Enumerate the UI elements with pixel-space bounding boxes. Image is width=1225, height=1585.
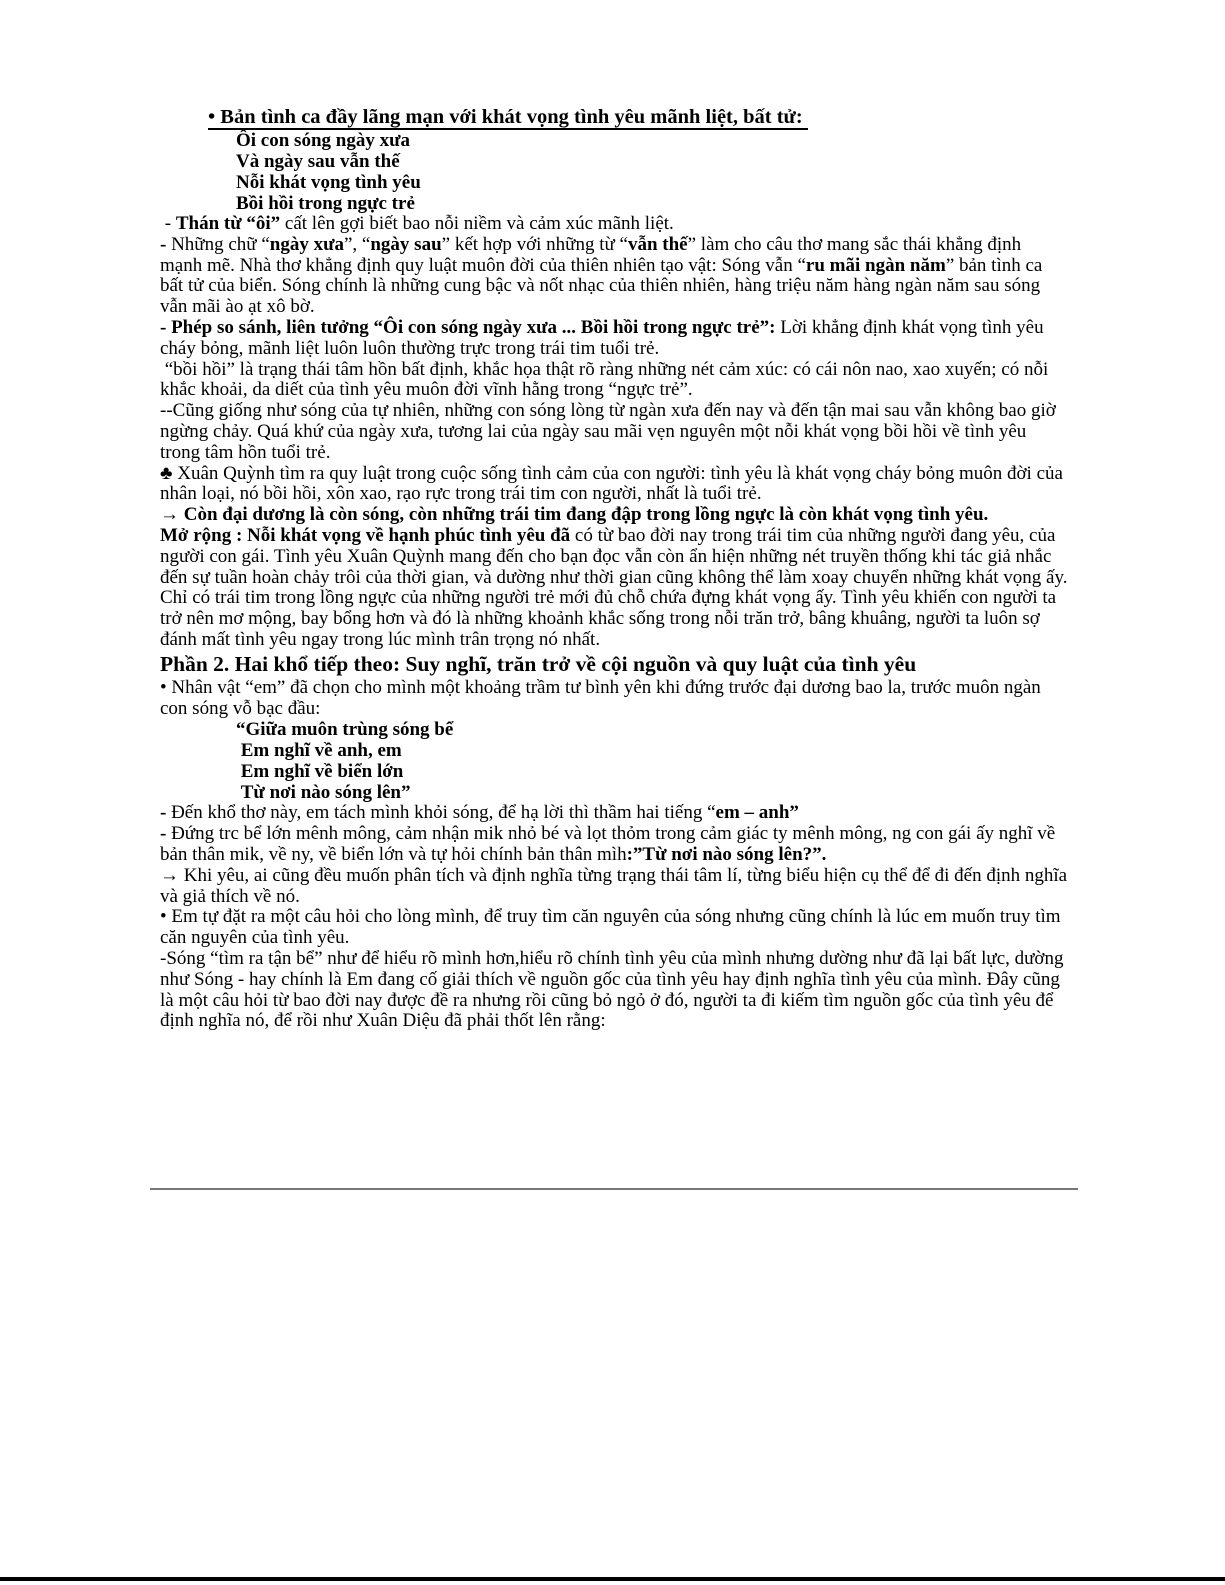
section-heading (160, 104, 1068, 130)
paragraph (160, 949, 1068, 1032)
text-run: → Khi yêu, ai cũng đều muốn phân tích và định nghĩa từng trạng thái tâm lí, từng biểu hiện cụ thể để đi đến định nghĩa và giả thích về nó. (160, 864, 1072, 907)
text-run: ” làm cho câu thơ mang sắc thái khẳng định mạnh mẽ. Nhà thơ khẳng định quy luật muôn đời của thiên nhiên tạo vật: Sóng vẫn “ (160, 233, 1026, 276)
text-run: - (160, 823, 172, 845)
paragraph (160, 524, 1073, 651)
text-run: ” bản tình ca bất tử của biển. Sóng chính là những cung bậc và nốt nhạc của thiên nhiên, hàng triệu năm hàng ngàn năm sau sóng vẫn mãi ào ạt xô bờ. (160, 254, 1048, 318)
poem-block (160, 719, 1068, 803)
text-run: có từ bao đời nay trong trái tim của những người đang yêu, của người con gái. Tình yêu Xuân Quỳnh mang đến cho bạn đọc vẫn còn ẩn hiện những nét truyền thống khi tác giả nhắc đến sự tuần hoàn chảy trôi của thời gian, và dường như thời gian cũng không thể làm xoay chuyển những khát vọng ấy. Chỉ có trái tim trong lồng ngực của những người trẻ mới đủ chỗ chứa đựng khát vọng ấy. Tình yêu khiến con người ta trở nên mơ mộng, bay bổng hơn và đó là những khoảnh khắc sống trong nỗi trăn trở, bâng khuâng, người ta luôn sợ đánh mất tình yêu ngay trong lúc mình trân trọng nó nhất. (160, 524, 1073, 650)
poem-block (160, 130, 1068, 214)
text-run: -Sóng “tìm ra tận bể” như để hiểu rõ mình hơn,hiểu rõ chính tình yêu của mình nhưng dường như đã lại bất lực, dường như Sóng - hay chính là Em đang cố giải thích về nguồn gốc của tình yêu hay định nghĩa tình yêu của mình. Đây cũng là một câu hỏi từ bao đời nay được đề ra nhưng rồi cũng bỏ ngỏ ở đó, người ta đi kiếm tìm nguồn gốc của tình yêu để định nghĩa nó, để rồi như Xuân Diệu đã phải thốt lên rằng: (160, 947, 1069, 1032)
text-run: Đến khổ thơ này, em tách mình khỏi sóng, để hạ lời thì thầm hai tiếng “ (171, 802, 716, 824)
text-run: ngày sau (370, 233, 442, 255)
text-run: Đứng trc bể lớn mênh mông, cảm nhận mik nhỏ bé và lọt thỏm trong cảm giác ty mênh mông, ng con gái ấy nghĩ về bản thân mik, về ny, về biển lớn và tự hỏi chính bản thân mìh (160, 823, 1060, 865)
text-run: ngày xưa (269, 233, 344, 255)
poem-line: Bồi hồi trong ngực trẻ (236, 193, 415, 214)
text-run: • Nhân vật “em” đã chọn cho mình một khoảng trầm tư bình yên khi đứng trước đại dương bao la, trước muôn ngàn con sóng vỗ bạc đầu: (160, 676, 1046, 719)
window-bottom-edge (0, 1577, 1225, 1581)
paragraph (160, 464, 1068, 506)
text-run: cất lên gợi biết bao nỗi niềm và cảm xúc mãnh liệt. (280, 213, 674, 234)
text-run: • Em tự đặt ra một câu hỏi cho lòng mình, để truy tìm căn nguyên của sóng nhưng cũng chính là lúc em muốn truy tìm căn nguyên của tình yêu. (160, 906, 1066, 949)
text-run: Lời khẳng định khát vọng tình yêu cháy bỏng, mãnh liệt luôn luôn thường trực trong trái tim tuổi trẻ. (160, 316, 1049, 359)
paragraph (160, 505, 1068, 526)
text-run: → Còn đại dương là còn sóng, còn những trái tim đang đập trong lồng ngực là còn khát vọng tình yêu. (160, 504, 989, 526)
text-run: - (160, 213, 176, 234)
paragraph (160, 864, 1072, 908)
paragraph (160, 318, 1068, 360)
paragraph (160, 803, 1068, 824)
text-run: - Phép so sánh, liên tưởng “Ôi con sóng ngày xưa ... Bồi hồi trong ngực trẻ”: (160, 316, 776, 338)
paragraph (160, 360, 1068, 402)
text-run: Phần 2. Hai khổ tiếp theo: Suy nghĩ, trăn trở về cội nguồn và quy luật của tình yêu (160, 651, 917, 676)
poem-line: Em nghĩ về anh, em (236, 740, 402, 762)
text-run: Những chữ “ (171, 233, 270, 255)
text-run: - (160, 802, 172, 824)
text-run: “bồi hồi” là trạng thái tâm hồn bất định, khắc họa thật rõ ràng những nét cảm xúc: có cái nôn nao, xao xuyến; có nỗi khắc khoải, da diết của tình yêu muôn đời vĩnh hằng trong “ngực trẻ”. (160, 358, 1054, 401)
text-run: • Bản tình ca đầy lãng mạn với khát vọng tình yêu mãnh liệt, bất tử: (208, 106, 808, 128)
text-run: ”, “ (343, 233, 371, 255)
text-run: Mở rộng : Nỗi khát vọng về hạnh phúc tình yêu đã (160, 524, 571, 546)
poem-line: Và ngày sau vẫn thế (236, 151, 400, 172)
text-run: - (160, 233, 172, 255)
paragraph (160, 907, 1068, 949)
text-run: :”Từ nơi nào sóng lên?”. (626, 843, 827, 865)
poem-line: “Giữa muôn trùng sóng bể (236, 719, 454, 741)
paragraph (160, 678, 1068, 720)
text-run: ♣ Xuân Quỳnh tìm ra quy luật trong cuộc sống tình cảm của con người: tình yêu là khát vọng cháy bỏng muôn đời của nhân loại, nó bồi hồi, xôn xao, rạo rực trong trái tim con người, nhất là tuổi trẻ. (160, 462, 1068, 505)
section-heading (160, 651, 1068, 678)
poem-line: Ôi con sóng ngày xưa (236, 130, 410, 151)
text-run: ” kết hợp với những từ “ (441, 233, 628, 255)
page-divider (150, 1188, 1078, 1190)
text-run: Thán từ “ôi” (175, 213, 281, 234)
poem-line: Từ nơi nào sóng lên” (236, 782, 411, 804)
text-run: ru mãi ngàn năm (805, 254, 946, 276)
paragraph (160, 235, 1068, 318)
text-run: --Cũng giống như sóng của tự nhiên, những con sóng lòng từ ngàn xưa đến nay và đến tận mai sau vẫn không bao giờ ngừng chảy. Quá khứ của ngày xưa, tương lai của ngày sau mãi vẹn nguyên một nỗi khát vọng bồi hồi về tình yêu trong tâm hồn tuổi trẻ. (160, 400, 1061, 463)
paragraph (160, 214, 1068, 235)
paragraph (160, 401, 1068, 463)
poem-line: Em nghĩ về biển lớn (236, 761, 404, 783)
text-run: vẫn thế (627, 233, 688, 255)
paragraph (160, 824, 1068, 866)
text-run: em – anh” (715, 802, 799, 824)
document-body (160, 104, 1073, 1032)
poem-line: Nỗi khát vọng tình yêu (236, 172, 421, 193)
